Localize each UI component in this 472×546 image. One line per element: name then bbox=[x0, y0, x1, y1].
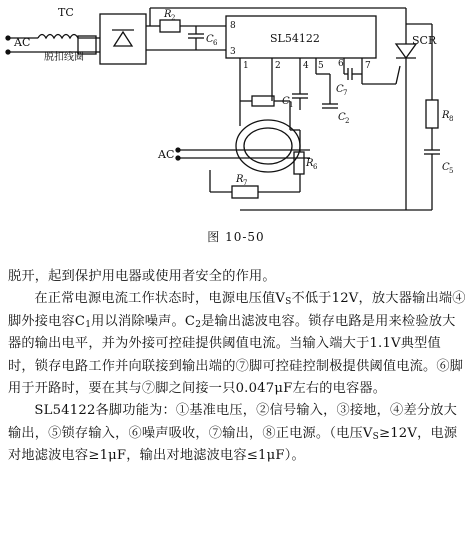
label-c6-sub: 6 bbox=[213, 39, 218, 47]
label-r6-sub: 6 bbox=[313, 163, 318, 171]
p2-part-b: 不低于12V，放大器输出端④脚外接电容C bbox=[8, 291, 466, 329]
label-ac-sense: AC bbox=[158, 148, 175, 161]
label-c5: C bbox=[442, 162, 450, 173]
label-c6: C bbox=[206, 34, 214, 45]
label-r7-sub: 7 bbox=[243, 179, 248, 187]
paragraph-2 bbox=[8, 288, 466, 400]
pin-5-label: 5 bbox=[318, 61, 324, 71]
p2-sub-c: 2 bbox=[195, 319, 202, 330]
p3-sub: S bbox=[372, 431, 379, 442]
p3-part-b: ≥12V，电源对地滤波电容≥1μF，输出对地滤波电容≤1μF）。 bbox=[8, 425, 458, 464]
pin-3-label: 3 bbox=[230, 47, 236, 57]
pin-1-label: 1 bbox=[243, 61, 249, 71]
pin-4-label: 4 bbox=[303, 61, 309, 71]
paragraph-1-text: 脱开，起到保护用电器或使用者安全的作用。 bbox=[8, 269, 276, 284]
p2-sub-a: S bbox=[285, 297, 292, 308]
label-c7: C bbox=[336, 84, 344, 95]
p2-part-c: 用以消除噪声。C bbox=[91, 313, 196, 329]
pin-6-label: 6 bbox=[338, 59, 344, 69]
pin-7-label: 7 bbox=[365, 61, 371, 71]
p3-part-a: SL54122各脚功能为：①基准电压，②信号输入，③接地，④差分放大输出，⑤锁存输入，⑥噪声吸收，⑦输出，⑧正电源。（电压V bbox=[8, 403, 457, 441]
label-tc: TC bbox=[58, 6, 74, 19]
label-scr: SCR bbox=[412, 34, 437, 47]
label-r2-sub: 2 bbox=[171, 14, 176, 22]
label-r8: R bbox=[442, 110, 450, 121]
p2-part-d: 是输出滤波电容。锁存电路是用来检验放大器的输出电平，并为外接可控硅提供阈值电流。当输入端大于1.1V典型值时，锁存电路工作并向联接到输出端的⑦脚可控硅控制极提供阈值电流。⑥脚用于开路时，要在其与⑦脚之间接一只0.047μF左右的电容器。 bbox=[8, 313, 464, 397]
label-c1-sub: 1 bbox=[289, 101, 294, 109]
label-c2: C bbox=[338, 112, 346, 123]
label-r7: R bbox=[236, 174, 244, 185]
pin-2-label: 2 bbox=[275, 61, 281, 71]
pin-8-label: 8 bbox=[230, 21, 236, 31]
label-r8-sub: 8 bbox=[449, 115, 454, 123]
p2-part-a: 在正常电源电流工作状态时，电源电压值V bbox=[34, 291, 286, 307]
label-r6: R bbox=[306, 158, 314, 169]
label-trip-coil: 脱扣线圈 bbox=[44, 52, 84, 63]
chip-label: SL54122 bbox=[270, 32, 320, 45]
p2-sub-b: 1 bbox=[85, 319, 92, 330]
label-r2: R bbox=[164, 9, 172, 20]
figure-caption: 图 10-50 bbox=[207, 230, 265, 244]
label-c2-sub: 2 bbox=[345, 117, 350, 125]
circuit-diagram bbox=[0, 0, 472, 230]
label-c1: C bbox=[282, 96, 290, 107]
label-c7-sub: 7 bbox=[343, 89, 348, 97]
paragraph-1 bbox=[8, 266, 466, 288]
label-c5-sub: 5 bbox=[449, 167, 454, 175]
body-text bbox=[8, 266, 466, 468]
label-ac-input: AC bbox=[14, 36, 31, 49]
paragraph-3 bbox=[8, 400, 466, 467]
